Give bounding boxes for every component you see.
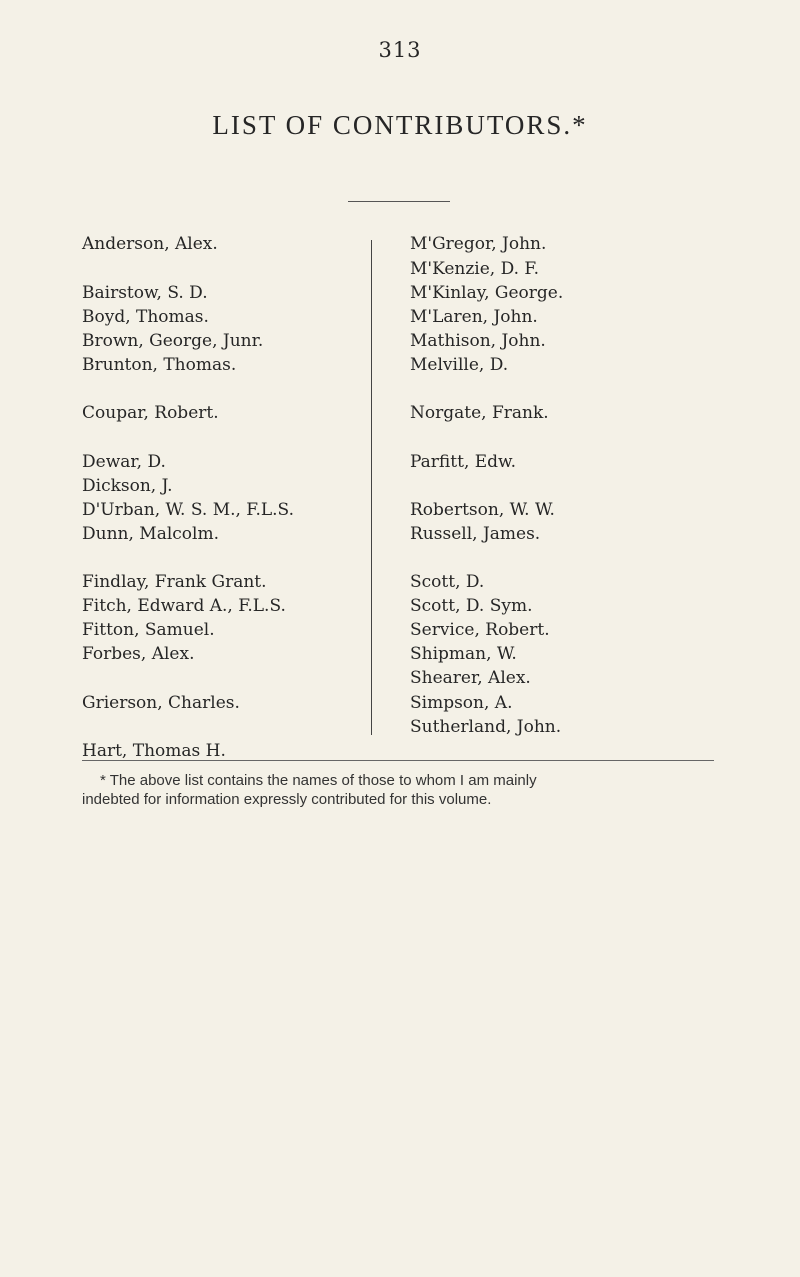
contributor-entry: M'Laren, John. xyxy=(410,307,538,327)
contributor-entry: Grierson, Charles. xyxy=(82,693,240,713)
contributor-entry: Shearer, Alex. xyxy=(410,668,531,688)
contributor-entry: Coupar, Robert. xyxy=(82,403,219,423)
contributor-entry: Brown, George, Junr. xyxy=(82,331,264,351)
contributor-entry: Brunton, Thomas. xyxy=(82,355,237,375)
contributor-entry: Robertson, W. W. xyxy=(410,500,555,520)
contributor-entry: Bairstow, S. D. xyxy=(82,283,208,303)
contributor-entry: Anderson, Alex. xyxy=(82,234,218,254)
contributor-entry: Parfitt, Edw. xyxy=(410,452,516,472)
page-number: 313 xyxy=(378,38,422,62)
footnote-line: * The above list contains the names of those to whom I am mainly xyxy=(100,772,537,789)
contributor-entry: Melville, D. xyxy=(410,355,509,375)
contributor-entry: M'Kinlay, George. xyxy=(410,283,564,303)
contributor-entry: M'Kenzie, D. F. xyxy=(410,259,539,279)
contributor-entry: Dickson, J. xyxy=(82,476,173,496)
footnote-rule xyxy=(82,760,714,761)
contributor-entry: Forbes, Alex. xyxy=(82,644,195,664)
contributor-entry: Fitch, Edward A., F.L.S. xyxy=(82,596,286,616)
title-rule xyxy=(348,201,450,202)
contributor-entry: Hart, Thomas H. xyxy=(82,741,226,761)
contributor-entry: Findlay, Frank Grant. xyxy=(82,572,267,592)
contributor-entry: Norgate, Frank. xyxy=(410,403,549,423)
contributor-entry: Dunn, Malcolm. xyxy=(82,524,219,544)
contributor-entry: Fitton, Samuel. xyxy=(82,620,215,640)
contributor-entry: Simpson, A. xyxy=(410,693,513,713)
contributor-entry: Mathison, John. xyxy=(410,331,546,351)
contributor-entry: D'Urban, W. S. M., F.L.S. xyxy=(82,500,294,520)
page-title: LIST OF CONTRIBUTORS.* xyxy=(212,110,588,140)
contributor-entry: Sutherland, John. xyxy=(410,717,562,737)
contributor-entry: Russell, James. xyxy=(410,524,541,544)
contributor-entry: M'Gregor, John. xyxy=(410,234,547,254)
column-divider xyxy=(371,240,372,735)
contributor-entry: Scott, D. Sym. xyxy=(410,596,533,616)
footnote-line: indebted for information expressly contributed for this volume. xyxy=(82,791,492,808)
contributor-entry: Shipman, W. xyxy=(410,644,517,664)
footnote xyxy=(82,771,722,809)
contributor-entry: Scott, D. xyxy=(410,572,485,592)
contributor-entry: Boyd, Thomas. xyxy=(82,307,209,327)
contributor-entry: Dewar, D. xyxy=(82,452,166,472)
contributor-entry: Service, Robert. xyxy=(410,620,550,640)
